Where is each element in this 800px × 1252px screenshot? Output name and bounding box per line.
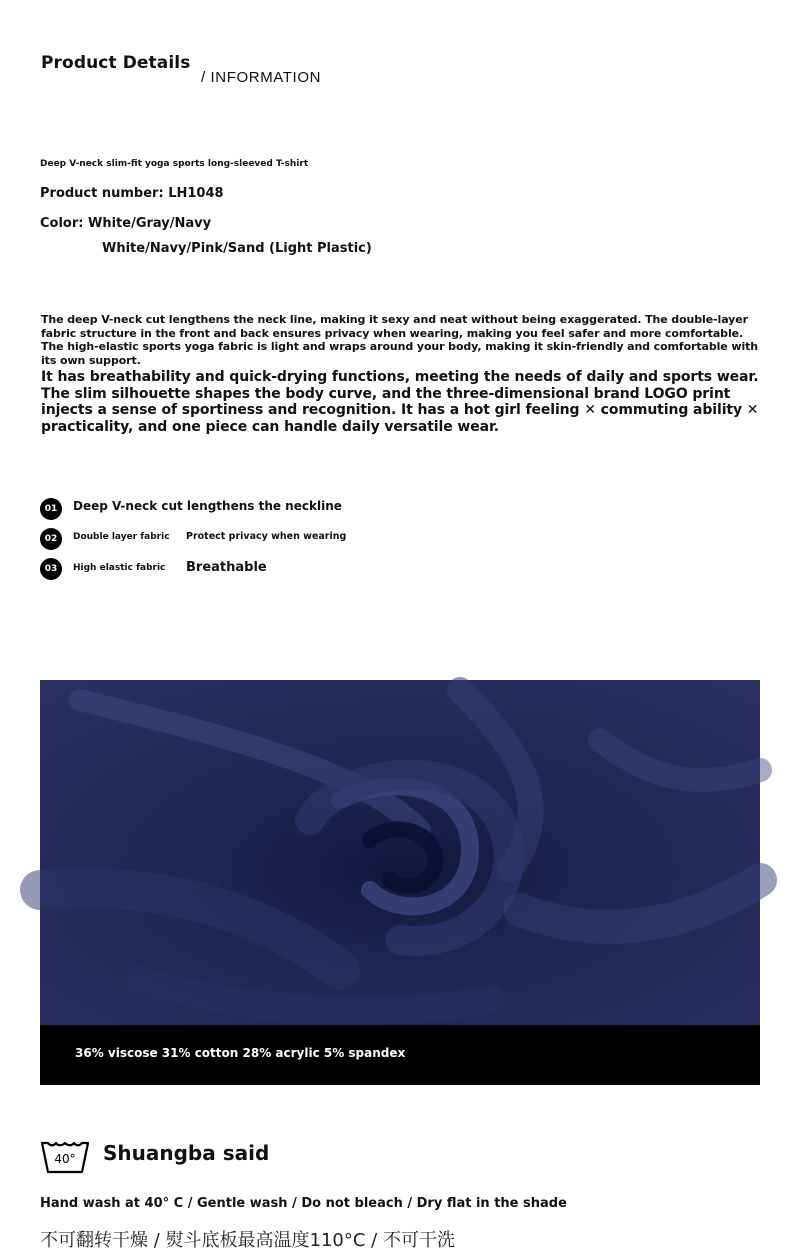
feature-label: High elastic fabric	[73, 563, 166, 573]
description-paragraph-highlight: It has breathability and quick-drying functions, meeting the needs of daily and sports wear. The slim silhouette shapes the body curve, and the three-dimensional brand LOGO print injects a sense of sportiness and recognition. It has a hot girl feeling ✕ commuting ability ✕ practicality, and one piece can handle daily versatile wear.	[41, 369, 759, 435]
feature-extra: Breathable	[186, 560, 267, 575]
fabric-photo	[40, 680, 760, 1025]
feature-label: Double layer fabric	[73, 532, 170, 542]
fabric-composition: 36% viscose 31% cotton 28% acrylic 5% spandex	[75, 1046, 406, 1060]
product-number: Product number: LH1048	[40, 186, 224, 201]
feature-label: Deep V-neck cut lengthens the neckline	[73, 499, 342, 513]
page-title: Product Details	[41, 53, 191, 73]
feature-number-badge: 02	[40, 528, 62, 550]
hand-wash-40-icon	[40, 1139, 90, 1175]
description-paragraph: The deep V-neck cut lengthens the neck line, making it sexy and neat without being exaggerated. The double-layer fabric structure in the front and back ensures privacy when wearing, making you feel safer and more comfortable. The high-elastic sports yoga fabric is light and wraps around your body, making it skin-friendly and comfortable with its own support.	[41, 313, 759, 367]
color-list-secondary: White/Navy/Pink/Sand (Light Plastic)	[102, 241, 372, 256]
product-name: Deep V-neck slim-fit yoga sports long-sleeved T-shirt	[40, 159, 309, 169]
fabric-closeup	[40, 680, 760, 1085]
color-list: Color: White/Gray/Navy	[40, 216, 212, 231]
wash-temperature-label: 40°	[54, 1152, 76, 1166]
feature-number-badge: 01	[40, 498, 62, 520]
care-title: Shuangba said	[103, 1141, 270, 1165]
feature-extra: Protect privacy when wearing	[186, 531, 347, 542]
care-instructions: Hand wash at 40° C / Gentle wash / Do not bleach / Dry flat in the shade	[40, 1196, 567, 1211]
page-subtitle: / INFORMATION	[201, 69, 322, 86]
feature-number-badge: 03	[40, 558, 62, 580]
care-instructions-chinese: 不可翻转干燥 / 熨斗底板最高温度110°C / 不可干洗	[40, 1230, 455, 1251]
